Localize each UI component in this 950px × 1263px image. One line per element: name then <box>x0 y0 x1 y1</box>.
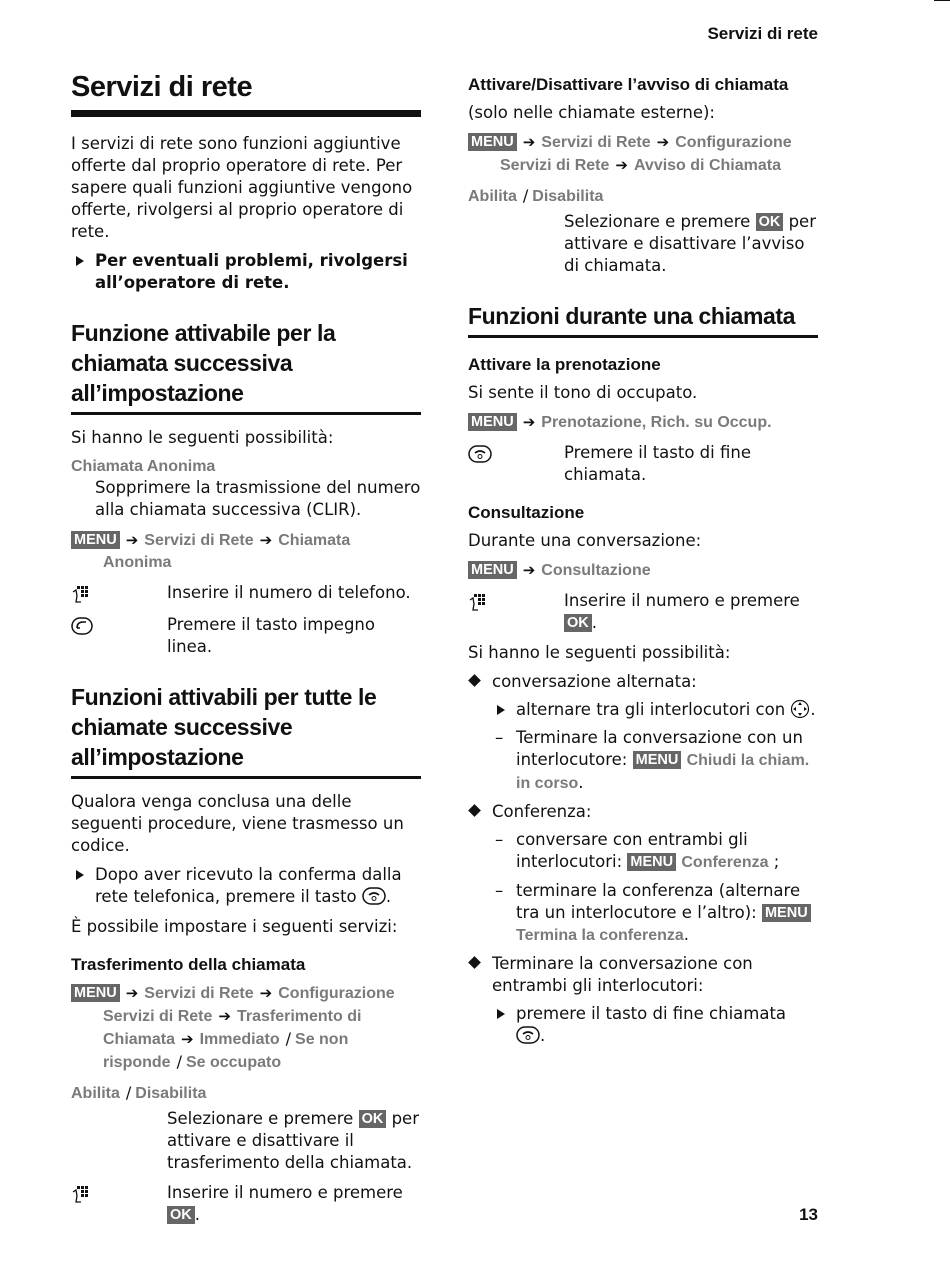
list-subitem: – Terminare la conversazione con un interlocutore: MENU Chiudi la chiam. in corso. <box>495 728 810 792</box>
end-call-key-icon <box>468 444 492 464</box>
call-key-icon <box>71 616 93 636</box>
ok-key: OK <box>564 614 592 632</box>
arrow-right-icon: ➔ <box>218 1007 231 1025</box>
step-enter-number-ok: Inserire il numero e premere OK . <box>71 1182 421 1226</box>
menu-path-booking: MENU ➔ Prenotazione, Rich. su Occup. <box>468 411 818 434</box>
navigation-key-icon <box>790 699 810 719</box>
arrow-right-icon: ➔ <box>522 561 536 579</box>
menu-path-forward: MENU ➔ Servizi di Rete ➔ Configurazione Servizi di Rete ➔ Trasferimento di Chiamata ➔ Immediato / Se non risponde / Se occupato <box>71 982 421 1074</box>
arrow-bullet-icon <box>76 256 84 266</box>
page-number: 13 <box>799 1205 818 1224</box>
list-subitem: alternare tra gli interlocutori con . <box>468 699 818 721</box>
option-anonymous-desc: Sopprimere la trasmissione del numero alla chiamata successiva (CLIR). <box>95 478 421 519</box>
ok-key: OK <box>359 1110 387 1128</box>
menu-path-call-waiting: MENU ➔ Servizi di Rete ➔ Configurazione Servizi di Rete ➔ Avviso di Chiamata <box>468 131 818 177</box>
menu-path-consultation: MENU ➔ Consultazione <box>468 559 818 582</box>
possibilities-text: Si hanno le seguenti possibilità: <box>468 643 731 662</box>
menu-path-anonymous: MENU ➔ Servizi di Rete ➔ Chiamata Anonima <box>71 529 421 574</box>
menu-key: MENU <box>71 984 120 1002</box>
arrow-bullet-icon <box>497 705 505 715</box>
menu-key: MENU <box>71 531 120 549</box>
keypad-icon <box>71 584 91 604</box>
menu-key: MENU <box>468 561 517 579</box>
arrow-right-icon: ➔ <box>522 413 536 431</box>
arrow-right-icon: ➔ <box>656 133 670 151</box>
menu-key: MENU <box>762 904 811 922</box>
arrow-right-icon: ➔ <box>125 531 139 549</box>
keypad-icon <box>71 1184 91 1204</box>
arrow-right-icon: ➔ <box>522 133 536 151</box>
option-anonymous-call: Chiamata Anonima <box>71 458 216 475</box>
arrow-right-icon: ➔ <box>615 156 628 174</box>
list-subitem: premere il tasto di fine chiamata . <box>468 1003 818 1047</box>
arrow-right-icon: ➔ <box>259 531 273 549</box>
step-end-call: Premere il tasto di fine chiamata. <box>468 442 818 486</box>
list-item-alternating: conversazione alternata: <box>468 671 818 693</box>
arrow-right-icon: ➔ <box>125 984 139 1002</box>
booking-title: Attivare la prenotazione <box>468 355 661 374</box>
list-subitem: – terminare la conferenza (alternare tra un interlocutore e l’altro): MENU Termina la conferenza. <box>468 880 818 947</box>
list-item-conference: Conferenza: <box>468 801 818 823</box>
confirm-note: Dopo aver ricevuto la conferma dalla rete telefonica, premere il tasto . <box>71 864 421 908</box>
step-line-key: Premere il tasto impegno linea. <box>71 614 421 658</box>
services-text: È possibile impostare i seguenti servizi: <box>71 917 398 936</box>
diamond-bullet-icon <box>468 804 481 817</box>
arrow-bullet-icon <box>76 870 84 880</box>
call-forward-title: Trasferimento della chiamata <box>71 955 306 974</box>
keypad-icon <box>468 592 488 612</box>
list-subitem: – conversare con entrambi gli interlocutori: MENU Conferenza ; <box>495 830 780 871</box>
ok-key: OK <box>756 213 784 231</box>
right-column <box>468 70 818 1053</box>
end-call-key-icon <box>362 886 386 906</box>
end-call-key-icon <box>516 1025 540 1045</box>
page-title: Servizi di rete <box>71 70 421 117</box>
corner-mark <box>934 0 950 1</box>
possibilities-text: Si hanno le seguenti possibilità: <box>71 428 334 447</box>
step-select-forward: Selezionare e premere OK per attivare e disattivare il trasferimento della chiamata. <box>167 1109 419 1172</box>
arrow-right-icon: ➔ <box>259 984 273 1002</box>
section-during-call-title: Funzioni durante una chiamata <box>468 301 818 338</box>
toggle-options: Abilita / Disabilita <box>71 1083 207 1102</box>
call-waiting-title: Attivare/Disattivare l’avviso di chiamata <box>468 75 789 94</box>
diamond-bullet-icon <box>468 674 481 687</box>
running-header: Servizi di rete <box>707 24 818 43</box>
during-conversation-text: Durante una conversazione: <box>468 531 702 550</box>
menu-key: MENU <box>627 853 676 871</box>
toggle-options: Abilita / Disabilita <box>468 186 604 205</box>
step-enter-number: Inserire il numero di telefono. <box>71 582 421 606</box>
diamond-bullet-icon <box>468 956 481 969</box>
step-select-waiting: Selezionare e premere OK per attivare e disattivare l’avviso di chiamata. <box>564 212 816 275</box>
menu-key: MENU <box>468 413 517 431</box>
operator-note: Per eventuali problemi, rivolgersi all’operatore di rete. <box>71 250 421 294</box>
left-column <box>71 70 421 1234</box>
intro-paragraph: I servizi di rete sono funzioni aggiuntive offerte dal proprio operatore di rete. Per sapere quali funzioni aggiuntive vengono offerte, rivolgersi al proprio operatore di rete. <box>71 134 413 241</box>
step-enter-number-ok: Inserire il numero e premere OK . <box>468 590 818 634</box>
ok-key: OK <box>167 1206 195 1224</box>
menu-key: MENU <box>633 751 682 769</box>
busy-tone-text: Si sente il tono di occupato. <box>468 383 698 402</box>
arrow-bullet-icon <box>497 1009 505 1019</box>
menu-key: MENU <box>468 133 517 151</box>
consultation-title: Consultazione <box>468 503 585 522</box>
code-intro: Qualora venga conclusa una delle seguenti procedure, viene trasmesso un codice. <box>71 792 404 855</box>
external-only-text: (solo nelle chiamate esterne): <box>468 103 715 122</box>
section-all-calls-title: Funzioni attivabili per tutte le chiamate successive all’impostazione <box>71 682 421 779</box>
arrow-right-icon: ➔ <box>181 1030 194 1048</box>
list-item-end-both: Terminare la conversazione con entrambi gli interlocutori: <box>468 953 818 997</box>
section-next-call-title: Funzione attivabile per la chiamata successiva all’impostazione <box>71 318 421 415</box>
